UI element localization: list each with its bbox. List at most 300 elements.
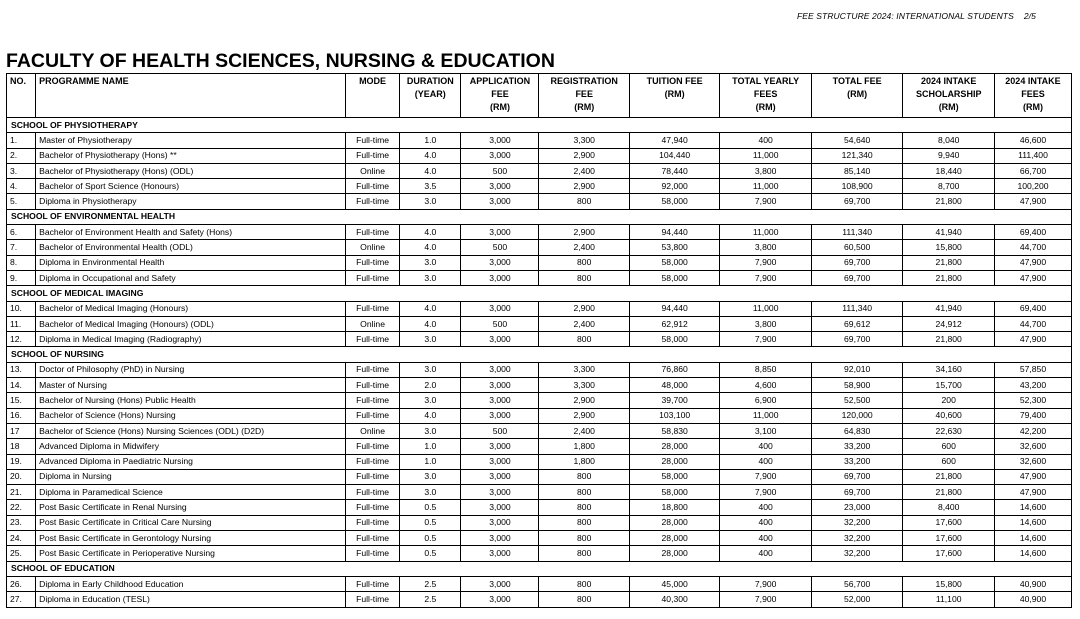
cell-total: 32,200: [811, 515, 903, 530]
cell-mode: Full-time: [346, 393, 400, 408]
cell-duration: 4.0: [400, 163, 461, 178]
cell-tuition: 104,440: [629, 148, 719, 163]
cell-tuition: 94,440: [629, 301, 719, 316]
cell-duration: 3.0: [400, 485, 461, 500]
cell-intake: 40,900: [994, 592, 1071, 607]
cell-total: 52,500: [811, 393, 903, 408]
school-name: SCHOOL OF EDUCATION: [7, 561, 1072, 576]
cell-scholarship: 22,630: [903, 423, 995, 438]
cell-scholarship: 21,800: [903, 255, 995, 270]
cell-no: 19.: [7, 454, 36, 469]
cell-yearly: 400: [720, 133, 812, 148]
cell-name: Bachelor of Medical Imaging (Honours): [36, 301, 346, 316]
cell-tuition: 28,000: [629, 546, 719, 561]
cell-tuition: 58,000: [629, 255, 719, 270]
cell-yearly: 11,000: [720, 148, 812, 163]
cell-scholarship: 9,940: [903, 148, 995, 163]
cell-duration: 3.0: [400, 332, 461, 347]
table-header-row: [7, 74, 1072, 118]
running-header: [787, 11, 1036, 21]
table-row: [7, 576, 1072, 591]
cell-registration: 800: [539, 485, 629, 500]
cell-intake: 111,400: [994, 148, 1071, 163]
cell-registration: 2,900: [539, 179, 629, 194]
table-row: [7, 362, 1072, 377]
cell-mode: Full-time: [346, 515, 400, 530]
cell-no: 1.: [7, 133, 36, 148]
cell-yearly: 7,900: [720, 485, 812, 500]
fee-table-body: [7, 118, 1072, 608]
cell-intake: 69,400: [994, 301, 1071, 316]
cell-name: Diploma in Medical Imaging (Radiography): [36, 332, 346, 347]
cell-yearly: 8,850: [720, 362, 812, 377]
cell-application: 3,000: [461, 194, 539, 209]
cell-duration: 4.0: [400, 148, 461, 163]
cell-intake: 32,600: [994, 454, 1071, 469]
cell-yearly: 3,800: [720, 316, 812, 331]
table-row: [7, 546, 1072, 561]
col-mode: MODE: [346, 74, 400, 118]
cell-tuition: 92,000: [629, 179, 719, 194]
cell-name: Post Basic Certificate in Perioperative Nursing: [36, 546, 346, 561]
cell-intake: 47,900: [994, 485, 1071, 500]
cell-application: 3,000: [461, 454, 539, 469]
col-programme: PROGRAMME NAME: [36, 74, 346, 118]
table-row: [7, 485, 1072, 500]
cell-yearly: 7,900: [720, 332, 812, 347]
cell-intake: 14,600: [994, 531, 1071, 546]
cell-scholarship: 11,100: [903, 592, 995, 607]
cell-intake: 32,600: [994, 439, 1071, 454]
cell-duration: 0.5: [400, 531, 461, 546]
table-row: [7, 133, 1072, 148]
cell-duration: 2.5: [400, 576, 461, 591]
cell-scholarship: 41,940: [903, 301, 995, 316]
table-row: [7, 163, 1072, 178]
table-row: [7, 179, 1072, 194]
cell-no: 21.: [7, 485, 36, 500]
cell-tuition: 28,000: [629, 531, 719, 546]
cell-application: 3,000: [461, 148, 539, 163]
cell-intake: 40,900: [994, 576, 1071, 591]
cell-name: Diploma in Environmental Health: [36, 255, 346, 270]
cell-scholarship: 17,600: [903, 531, 995, 546]
cell-yearly: 7,900: [720, 194, 812, 209]
cell-yearly: 400: [720, 454, 812, 469]
cell-mode: Full-time: [346, 408, 400, 423]
col-total-yearly-fees: TOTAL YEARLY FEES (RM): [720, 74, 812, 118]
cell-duration: 1.0: [400, 439, 461, 454]
table-row: [7, 316, 1072, 331]
cell-duration: 1.0: [400, 133, 461, 148]
cell-total: 69,700: [811, 255, 903, 270]
cell-registration: 2,900: [539, 393, 629, 408]
cell-name: Bachelor of Medical Imaging (Honours) (ODL): [36, 316, 346, 331]
cell-mode: Full-time: [346, 332, 400, 347]
cell-yearly: 3,800: [720, 163, 812, 178]
school-name: SCHOOL OF PHYSIOTHERAPY: [7, 118, 1072, 133]
cell-scholarship: 8,700: [903, 179, 995, 194]
cell-intake: 47,900: [994, 469, 1071, 484]
cell-registration: 1,800: [539, 454, 629, 469]
cell-duration: 2.5: [400, 592, 461, 607]
cell-yearly: 4,600: [720, 378, 812, 393]
cell-duration: 4.0: [400, 408, 461, 423]
cell-scholarship: 15,800: [903, 576, 995, 591]
table-row: [7, 408, 1072, 423]
cell-registration: 2,900: [539, 301, 629, 316]
cell-intake: 79,400: [994, 408, 1071, 423]
cell-tuition: 58,000: [629, 485, 719, 500]
cell-duration: 4.0: [400, 301, 461, 316]
school-name: SCHOOL OF MEDICAL IMAGING: [7, 286, 1072, 301]
cell-application: 3,000: [461, 546, 539, 561]
cell-mode: Online: [346, 316, 400, 331]
cell-yearly: 11,000: [720, 408, 812, 423]
cell-no: 17: [7, 423, 36, 438]
cell-total: 56,700: [811, 576, 903, 591]
cell-intake: 46,600: [994, 133, 1071, 148]
cell-scholarship: 17,600: [903, 546, 995, 561]
cell-no: 7.: [7, 240, 36, 255]
cell-name: Master of Nursing: [36, 378, 346, 393]
cell-mode: Full-time: [346, 592, 400, 607]
cell-no: 14.: [7, 378, 36, 393]
cell-application: 500: [461, 423, 539, 438]
table-row: [7, 194, 1072, 209]
cell-registration: 2,400: [539, 240, 629, 255]
cell-total: 69,700: [811, 469, 903, 484]
cell-total: 33,200: [811, 439, 903, 454]
table-row: [7, 454, 1072, 469]
cell-intake: 44,700: [994, 240, 1071, 255]
cell-scholarship: 600: [903, 439, 995, 454]
cell-no: 12.: [7, 332, 36, 347]
table-row: [7, 439, 1072, 454]
cell-mode: Full-time: [346, 454, 400, 469]
cell-mode: Full-time: [346, 179, 400, 194]
cell-total: 69,700: [811, 332, 903, 347]
cell-tuition: 40,300: [629, 592, 719, 607]
cell-application: 3,000: [461, 301, 539, 316]
cell-duration: 1.0: [400, 454, 461, 469]
cell-duration: 3.0: [400, 270, 461, 285]
cell-registration: 800: [539, 592, 629, 607]
cell-mode: Full-time: [346, 576, 400, 591]
school-name: SCHOOL OF ENVIRONMENTAL HEALTH: [7, 209, 1072, 224]
cell-intake: 44,700: [994, 316, 1071, 331]
cell-total: 32,200: [811, 531, 903, 546]
cell-yearly: 400: [720, 439, 812, 454]
cell-tuition: 94,440: [629, 225, 719, 240]
cell-name: Bachelor of Environment Health and Safety (Hons): [36, 225, 346, 240]
cell-tuition: 58,000: [629, 469, 719, 484]
cell-yearly: 3,100: [720, 423, 812, 438]
school-header-row: [7, 347, 1072, 362]
table-row: [7, 225, 1072, 240]
cell-no: 15.: [7, 393, 36, 408]
cell-name: Diploma in Occupational and Safety: [36, 270, 346, 285]
cell-name: Diploma in Physiotherapy: [36, 194, 346, 209]
cell-no: 2.: [7, 148, 36, 163]
cell-intake: 66,700: [994, 163, 1071, 178]
table-row: [7, 240, 1072, 255]
cell-application: 3,000: [461, 378, 539, 393]
cell-yearly: 11,000: [720, 179, 812, 194]
cell-tuition: 58,830: [629, 423, 719, 438]
cell-no: 5.: [7, 194, 36, 209]
col-total-fee: TOTAL FEE (RM): [811, 74, 903, 118]
cell-name: Bachelor of Environmental Health (ODL): [36, 240, 346, 255]
cell-duration: 3.0: [400, 194, 461, 209]
cell-name: Diploma in Nursing: [36, 469, 346, 484]
cell-tuition: 39,700: [629, 393, 719, 408]
cell-registration: 800: [539, 332, 629, 347]
cell-application: 3,000: [461, 362, 539, 377]
cell-no: 4.: [7, 179, 36, 194]
cell-intake: 42,200: [994, 423, 1071, 438]
cell-no: 24.: [7, 531, 36, 546]
school-header-row: [7, 209, 1072, 224]
cell-intake: 69,400: [994, 225, 1071, 240]
cell-registration: 2,400: [539, 316, 629, 331]
school-name: SCHOOL OF NURSING: [7, 347, 1072, 362]
cell-application: 3,000: [461, 332, 539, 347]
cell-tuition: 62,912: [629, 316, 719, 331]
cell-no: 9.: [7, 270, 36, 285]
cell-no: 20.: [7, 469, 36, 484]
cell-duration: 4.0: [400, 225, 461, 240]
cell-name: Master of Physiotherapy: [36, 133, 346, 148]
cell-intake: 47,900: [994, 332, 1071, 347]
cell-duration: 4.0: [400, 240, 461, 255]
cell-scholarship: 21,800: [903, 485, 995, 500]
cell-scholarship: 15,700: [903, 378, 995, 393]
table-row: [7, 515, 1072, 530]
col-duration: DURATION (YEAR): [400, 74, 461, 118]
cell-name: Doctor of Philosophy (PhD) in Nursing: [36, 362, 346, 377]
cell-intake: 43,200: [994, 378, 1071, 393]
table-row: [7, 469, 1072, 484]
cell-tuition: 18,800: [629, 500, 719, 515]
cell-tuition: 58,000: [629, 270, 719, 285]
cell-yearly: 11,000: [720, 225, 812, 240]
school-header-row: [7, 286, 1072, 301]
cell-registration: 800: [539, 270, 629, 285]
cell-name: Bachelor of Sport Science (Honours): [36, 179, 346, 194]
cell-total: 108,900: [811, 179, 903, 194]
cell-total: 64,830: [811, 423, 903, 438]
cell-intake: 52,300: [994, 393, 1071, 408]
cell-total: 60,500: [811, 240, 903, 255]
cell-no: 13.: [7, 362, 36, 377]
cell-application: 3,000: [461, 485, 539, 500]
fee-table: [6, 73, 1072, 608]
cell-mode: Full-time: [346, 255, 400, 270]
cell-no: 6.: [7, 225, 36, 240]
cell-duration: 4.0: [400, 316, 461, 331]
cell-name: Post Basic Certificate in Gerontology Nursing: [36, 531, 346, 546]
table-row: [7, 531, 1072, 546]
cell-intake: 14,600: [994, 515, 1071, 530]
cell-scholarship: 21,800: [903, 332, 995, 347]
cell-yearly: 400: [720, 546, 812, 561]
cell-yearly: 400: [720, 515, 812, 530]
cell-tuition: 58,000: [629, 194, 719, 209]
cell-no: 11.: [7, 316, 36, 331]
cell-application: 3,000: [461, 133, 539, 148]
cell-name: Bachelor of Science (Hons) Nursing Sciences (ODL) (D2D): [36, 423, 346, 438]
cell-total: 32,200: [811, 546, 903, 561]
cell-mode: Full-time: [346, 148, 400, 163]
page-number: 2/5: [1023, 11, 1036, 21]
cell-total: 23,000: [811, 500, 903, 515]
document-title: FEE STRUCTURE 2024: INTERNATIONAL STUDENTS: [796, 11, 1014, 21]
cell-registration: 3,300: [539, 133, 629, 148]
cell-total: 92,010: [811, 362, 903, 377]
cell-tuition: 28,000: [629, 439, 719, 454]
col-intake-fees: 2024 INTAKE FEES (RM): [994, 74, 1071, 118]
cell-duration: 3.0: [400, 393, 461, 408]
cell-application: 3,000: [461, 393, 539, 408]
cell-total: 54,640: [811, 133, 903, 148]
cell-application: 3,000: [461, 500, 539, 515]
cell-registration: 2,900: [539, 225, 629, 240]
cell-no: 8.: [7, 255, 36, 270]
cell-intake: 14,600: [994, 500, 1071, 515]
cell-no: 27.: [7, 592, 36, 607]
cell-name: Post Basic Certificate in Critical Care Nursing: [36, 515, 346, 530]
cell-registration: 800: [539, 500, 629, 515]
cell-intake: 47,900: [994, 194, 1071, 209]
cell-scholarship: 21,800: [903, 194, 995, 209]
cell-no: 25.: [7, 546, 36, 561]
cell-yearly: 6,900: [720, 393, 812, 408]
cell-mode: Full-time: [346, 469, 400, 484]
cell-total: 120,000: [811, 408, 903, 423]
col-no: NO.: [7, 74, 36, 118]
school-header-row: [7, 561, 1072, 576]
cell-total: 52,000: [811, 592, 903, 607]
cell-mode: Full-time: [346, 531, 400, 546]
cell-application: 500: [461, 163, 539, 178]
cell-registration: 800: [539, 469, 629, 484]
cell-mode: Full-time: [346, 270, 400, 285]
cell-total: 69,612: [811, 316, 903, 331]
col-application-fee: APPLICATION FEE (RM): [461, 74, 539, 118]
cell-tuition: 47,940: [629, 133, 719, 148]
cell-tuition: 53,800: [629, 240, 719, 255]
cell-intake: 100,200: [994, 179, 1071, 194]
cell-total: 69,700: [811, 194, 903, 209]
table-row: [7, 332, 1072, 347]
table-row: [7, 270, 1072, 285]
table-row: [7, 592, 1072, 607]
cell-duration: 0.5: [400, 515, 461, 530]
cell-duration: 0.5: [400, 546, 461, 561]
cell-registration: 2,900: [539, 408, 629, 423]
cell-application: 3,000: [461, 270, 539, 285]
cell-total: 58,900: [811, 378, 903, 393]
cell-total: 69,700: [811, 485, 903, 500]
cell-scholarship: 34,160: [903, 362, 995, 377]
cell-yearly: 7,900: [720, 469, 812, 484]
cell-application: 3,000: [461, 255, 539, 270]
cell-name: Advanced Diploma in Paediatric Nursing: [36, 454, 346, 469]
cell-scholarship: 15,800: [903, 240, 995, 255]
table-row: [7, 255, 1072, 270]
cell-duration: 3.0: [400, 469, 461, 484]
cell-scholarship: 21,800: [903, 469, 995, 484]
cell-duration: 3.0: [400, 255, 461, 270]
cell-tuition: 76,860: [629, 362, 719, 377]
cell-mode: Full-time: [346, 500, 400, 515]
cell-tuition: 48,000: [629, 378, 719, 393]
cell-yearly: 11,000: [720, 301, 812, 316]
cell-application: 500: [461, 240, 539, 255]
cell-registration: 2,400: [539, 423, 629, 438]
cell-mode: Full-time: [346, 485, 400, 500]
faculty-title: FACULTY OF HEALTH SCIENCES, NURSING & EDUCATION: [6, 50, 555, 72]
cell-application: 3,000: [461, 592, 539, 607]
cell-mode: Online: [346, 163, 400, 178]
cell-application: 3,000: [461, 225, 539, 240]
cell-intake: 47,900: [994, 270, 1071, 285]
cell-scholarship: 17,600: [903, 515, 995, 530]
school-header-row: [7, 118, 1072, 133]
col-tuition-fee: TUITION FEE (RM): [629, 74, 719, 118]
cell-yearly: 7,900: [720, 255, 812, 270]
cell-registration: 3,300: [539, 378, 629, 393]
cell-name: Diploma in Education (TESL): [36, 592, 346, 607]
cell-name: Post Basic Certificate in Renal Nursing: [36, 500, 346, 515]
cell-application: 3,000: [461, 531, 539, 546]
cell-duration: 3.5: [400, 179, 461, 194]
cell-tuition: 78,440: [629, 163, 719, 178]
cell-registration: 2,900: [539, 148, 629, 163]
cell-scholarship: 41,940: [903, 225, 995, 240]
cell-no: 10.: [7, 301, 36, 316]
cell-mode: Full-time: [346, 133, 400, 148]
cell-registration: 800: [539, 515, 629, 530]
cell-no: 26.: [7, 576, 36, 591]
cell-no: 16.: [7, 408, 36, 423]
cell-application: 3,000: [461, 179, 539, 194]
cell-tuition: 28,000: [629, 515, 719, 530]
cell-total: 69,700: [811, 270, 903, 285]
cell-no: 23.: [7, 515, 36, 530]
cell-name: Bachelor of Physiotherapy (Hons) **: [36, 148, 346, 163]
cell-registration: 800: [539, 546, 629, 561]
cell-total: 111,340: [811, 301, 903, 316]
cell-registration: 800: [539, 194, 629, 209]
cell-mode: Online: [346, 240, 400, 255]
cell-name: Diploma in Early Childhood Education: [36, 576, 346, 591]
cell-intake: 14,600: [994, 546, 1071, 561]
cell-mode: Full-time: [346, 301, 400, 316]
cell-scholarship: 18,440: [903, 163, 995, 178]
table-row: [7, 393, 1072, 408]
cell-duration: 2.0: [400, 378, 461, 393]
cell-mode: Full-time: [346, 546, 400, 561]
cell-mode: Online: [346, 423, 400, 438]
cell-tuition: 58,000: [629, 332, 719, 347]
cell-mode: Full-time: [346, 194, 400, 209]
col-registration-fee: REGISTRATION FEE (RM): [539, 74, 629, 118]
cell-total: 121,340: [811, 148, 903, 163]
cell-scholarship: 8,040: [903, 133, 995, 148]
cell-scholarship: 21,800: [903, 270, 995, 285]
